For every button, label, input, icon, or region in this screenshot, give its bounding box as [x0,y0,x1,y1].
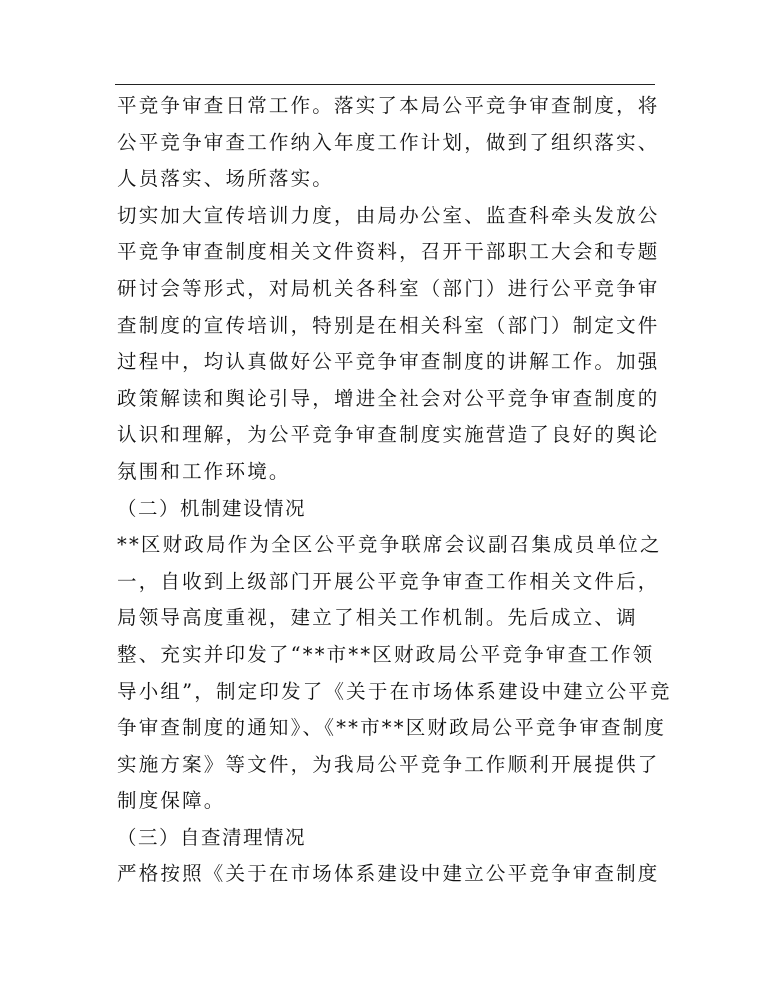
text-line: 研讨会等形式，对局机关各科室（部门）进行公平竞争审 [117,276,660,300]
text-line: 局领导高度重视，建立了相关工作机制。先后成立、调 [117,606,638,630]
text-line: 查制度的宣传培训，特别是在相关科室（部门）制定文件 [117,313,660,337]
text-line: 争审查制度的通知》、《**市**区财政局公平竞争审查制度 [117,716,667,740]
text-line: 平竞争审查日常工作。落实了本局公平竞争审查制度，将 [117,94,660,117]
text-line: 导小组”，制定印发了《关于在市场体系建设中建立公平竞 [117,679,672,703]
text-line: 过程中，均认真做好公平竞争审查制度的讲解工作。加强 [117,350,660,374]
text-line: 一，自收到上级部门开展公平竞争审查工作相关文件后， [117,569,660,593]
text-line: 实施方案》等文件，为我局公平竞争工作顺利开展提供了 [117,752,660,776]
text-line: 严格按照《关于在市场体系建设中建立公平竞争审查制度 [117,862,660,886]
text-line: 认识和理解，为公平竞争审查制度实施营造了良好的舆论 [117,423,660,447]
section-heading-mechanism: （二）机制建设情况 [117,496,307,520]
text-line: 切实加大宣传培训力度，由局办公室、监查科牵头发放公 [117,203,660,227]
text-line: 平竞争审查制度相关文件资料，召开干部职工大会和专题 [117,240,660,264]
text-line: 公平竞争审查工作纳入年度工作计划，做到了组织落实、 [117,130,660,154]
header-rule [115,84,655,85]
text-line: 制度保障。 [117,789,226,813]
text-line: 整、充实并印发了“**市**区财政局公平竞争审查工作领 [117,642,655,666]
text-line: 政策解读和舆论引导，增进全社会对公平竞争审查制度的 [117,386,660,410]
document-body [117,88,672,893]
text-line: 氛围和工作环境。 [117,459,291,483]
section-heading-self-inspection: （三）自查清理情况 [117,825,307,849]
text-line: **区财政局作为全区公平竞争联席会议副召集成员单位之 [117,533,662,557]
text-line: 人员落实、场所落实。 [117,167,335,191]
